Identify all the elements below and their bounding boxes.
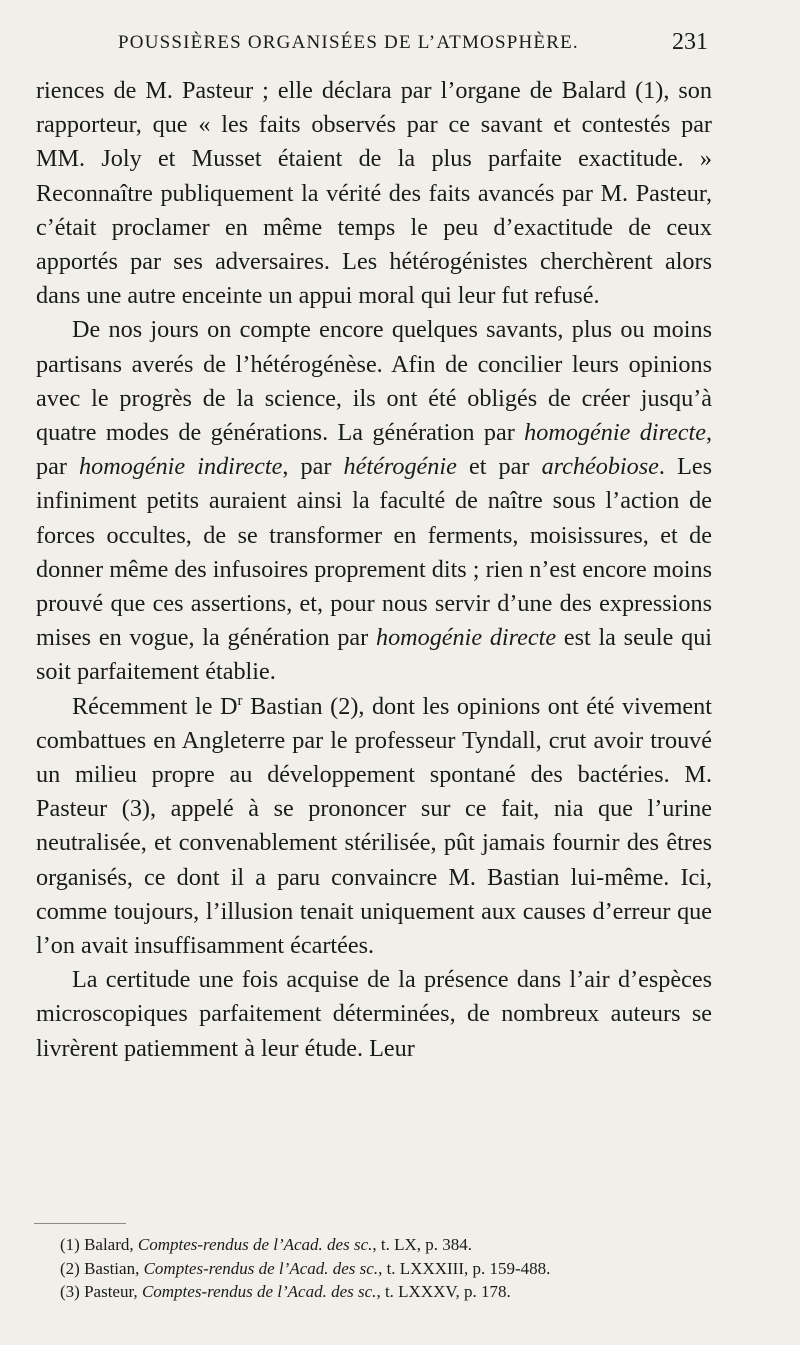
footnote bbox=[60, 1257, 700, 1281]
body-text bbox=[36, 74, 712, 1066]
superscript-text: r bbox=[237, 692, 243, 709]
paragraph bbox=[36, 690, 712, 964]
text-segment: riences de M. Pasteur ; elle déclara par l’organe de Balard (1), son rapporteur, que « les faits observés par ce savant et contestés par MM. Joly et Musset étaient de la plus parfaite exactitude. » Reconnaître publiquement la vérité des faits avancés par M. Pasteur, c’était proclamer en même temps le peu d’exactitude de ceux apportés par ses adversaires. Les hétérogénistes cherchèrent alors dans une autre enceinte un appui moral qui leur fut refusé. bbox=[36, 77, 712, 310]
text-segment: , par bbox=[282, 453, 344, 481]
text-segment: , par bbox=[36, 419, 712, 481]
italic-text: Comptes-rendus de l’Acad. des sc. bbox=[137, 1235, 373, 1254]
footnotes bbox=[60, 1233, 700, 1304]
text-segment: , t. LX, p. 384. bbox=[372, 1235, 473, 1254]
italic-text: homogénie directe bbox=[375, 624, 557, 652]
italic-text: homogénie indirecte bbox=[79, 453, 283, 481]
page-number: 231 bbox=[672, 29, 708, 55]
running-title: POUSSIÈRES ORGANISÉES DE L’ATMOSPHÈRE. bbox=[118, 32, 579, 53]
italic-text: Comptes-rendus de l’Acad. des sc. bbox=[141, 1282, 377, 1301]
text-segment: . Les infiniment petits auraient ainsi la faculté de naître sous l’action de forces occultes, de se transformer en ferments, moisissures, et de donner même des infusoires proprement dits ; rien n’est encore moins prouvé que ces assertions, et, pour nous servir d’une des expressions mises en vogue, la génération par bbox=[36, 453, 712, 652]
text-segment: et par bbox=[456, 453, 542, 481]
paragraph bbox=[36, 963, 712, 1066]
text-segment: Récemment le D bbox=[72, 692, 238, 720]
text-segment: , t. LXXXIII, p. 159-488. bbox=[378, 1258, 551, 1278]
text-segment: , t. LXXXV, p. 178. bbox=[376, 1282, 511, 1301]
italic-text: homogénie directe bbox=[524, 419, 706, 447]
paragraph bbox=[36, 74, 712, 313]
running-header bbox=[118, 29, 708, 62]
text-segment: (2) Bastian, bbox=[60, 1258, 144, 1278]
text-segment: Bastian (2), dont les opinions ont été vivement combattues en Angleterre par le professeur Tyndall, crut avoir trouvé un milieu propre au développement spontané des bactéries. M. Pasteur (3), appelé à se prononcer sur ce fait, nia que l’urine neutralisée, et convenablement stérilisée, pût jamais fournir des êtres organisés, ce dont il a paru convaincre M. Bastian lui-même. Ici, comme toujours, l’illusion tenait uniquement aux causes d’erreur que l’on avait insuffisamment écartées. bbox=[36, 692, 712, 960]
italic-text: archéobiose bbox=[541, 453, 659, 481]
italic-text: hétérogénie bbox=[343, 453, 457, 481]
italic-text: Comptes-rendus de l’Acad. des sc. bbox=[143, 1258, 379, 1278]
footnote-rule bbox=[34, 1223, 126, 1224]
text-segment: est la seule qui soit parfaitement établie. bbox=[36, 624, 713, 686]
footnote bbox=[60, 1280, 700, 1304]
text-segment: La certitude une fois acquise de la présence dans l’air d’espèces microscopiques parfaitement déterminées, de nombreux auteurs se livrèrent patiemment à leur étude. Leur bbox=[36, 966, 712, 1062]
text-segment: De nos jours on compte encore quelques savants, plus ou moins partisans averés de l’hétérogénèse. Afin de concilier leurs opinions avec le progrès de la science, ils ont été obligés de créer jusqu’à quatre modes de générations. La génération par bbox=[36, 316, 712, 447]
text-segment: (1) Balard, bbox=[60, 1235, 138, 1254]
paragraph bbox=[36, 313, 712, 689]
footnote bbox=[60, 1233, 700, 1257]
text-segment: (3) Pasteur, bbox=[60, 1282, 142, 1301]
